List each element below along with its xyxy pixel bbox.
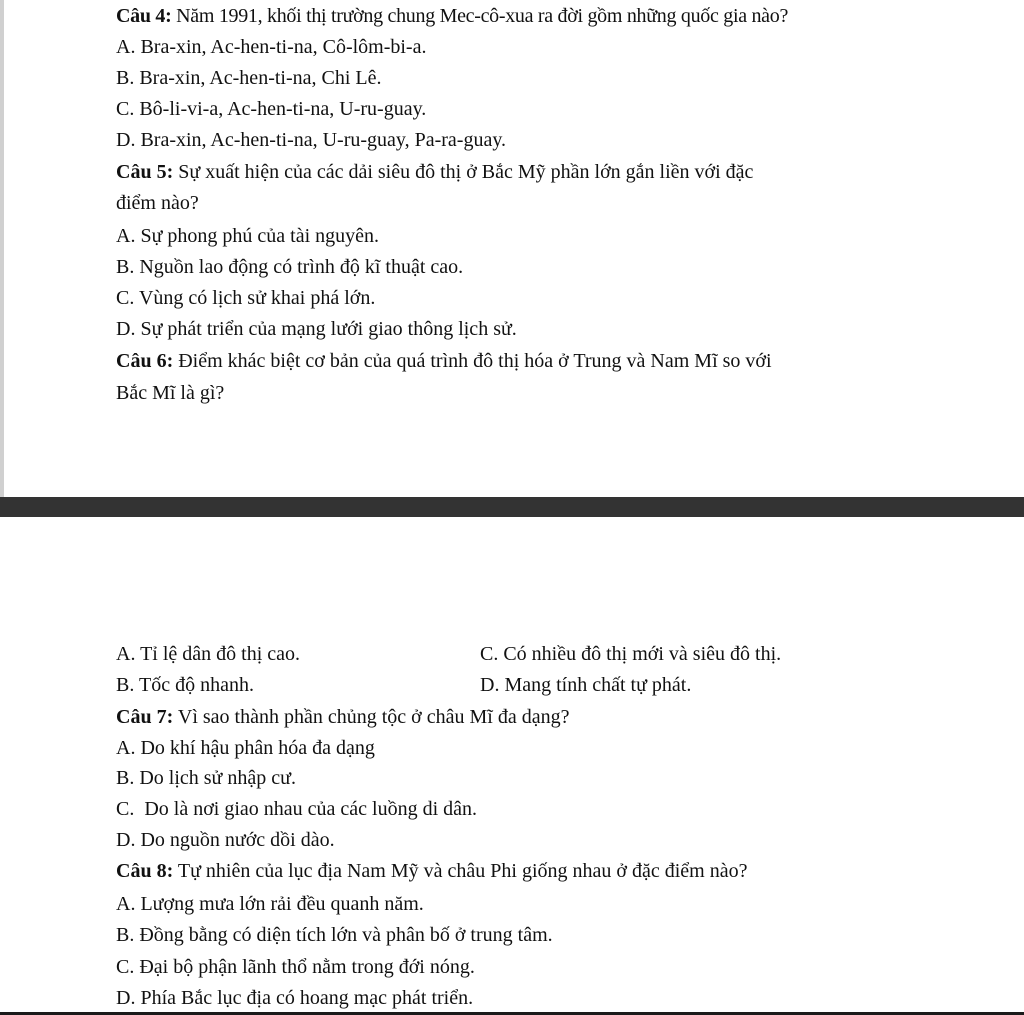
question-6-text-line2: Bắc Mĩ là gì? — [116, 382, 225, 404]
question-5-number: Câu 5: — [116, 161, 174, 183]
question-5-option-a: A. Sự phong phú của tài nguyên. — [116, 225, 380, 247]
question-7-option-b: B. Do lịch sử nhập cư. — [116, 767, 296, 789]
question-6-option-d: D. Mang tính chất tự phát. — [480, 674, 692, 696]
question-7-stem — [116, 705, 569, 729]
question-7-number: Câu 7: — [116, 706, 174, 728]
question-4-text: Năm 1991, khối thị trường chung Mec-cô-xua ra đời gồm những quốc gia nào? — [176, 5, 789, 27]
question-8-option-a: A. Lượng mưa lớn rải đều quanh năm. — [116, 893, 424, 915]
question-6-option-b: B. Tốc độ nhanh. — [116, 674, 254, 696]
page-divider-band — [0, 497, 1024, 517]
question-6-option-a: A. Tỉ lệ dân đô thị cao. — [116, 643, 301, 665]
question-5-stem — [116, 160, 753, 184]
question-4-option-d: D. Bra-xin, Ac-hen-ti-na, U-ru-guay, Pa-ra-guay. — [116, 129, 507, 151]
question-8-number: Câu 8: — [116, 860, 174, 882]
question-5-text-line1: Sự xuất hiện của các dải siêu đô thị ở Bắc Mỹ phần lớn gắn liền với đặc — [178, 161, 754, 183]
question-6-option-c: C. Có nhiều đô thị mới và siêu đô thị. — [480, 643, 782, 665]
question-7-option-c: C. Do là nơi giao nhau của các luồng di dân. — [116, 798, 478, 820]
page-left-edge — [0, 0, 4, 497]
question-8-option-b: B. Đồng bằng có diện tích lớn và phân bố ở trung tâm. — [116, 924, 553, 946]
question-7-option-a: A. Do khí hậu phân hóa đa dạng — [116, 737, 375, 759]
question-8-stem — [116, 859, 747, 883]
question-4-stem — [116, 4, 788, 28]
question-7-text: Vì sao thành phần chủng tộc ở châu Mĩ đa dạng? — [177, 706, 570, 728]
question-6-text-line1: Điểm khác biệt cơ bản của quá trình đô thị hóa ở Trung và Nam Mĩ so với — [178, 350, 772, 372]
question-7-option-d: D. Do nguồn nước dồi dào. — [116, 829, 335, 851]
question-4-number: Câu 4: — [116, 5, 172, 27]
question-4-option-b: B. Bra-xin, Ac-hen-ti-na, Chi Lê. — [116, 67, 382, 89]
question-8-text: Tự nhiên của lục địa Nam Mỹ và châu Phi giống nhau ở đặc điểm nào? — [177, 860, 748, 882]
question-5-option-b: B. Nguồn lao động có trình độ kĩ thuật cao. — [116, 256, 464, 278]
question-8-option-c: C. Đại bộ phận lãnh thổ nằm trong đới nóng. — [116, 956, 475, 978]
question-6-stem — [116, 349, 772, 373]
question-8-option-d: D. Phía Bắc lục địa có hoang mạc phát triển. — [116, 987, 474, 1009]
question-5-option-c: C. Vùng có lịch sử khai phá lớn. — [116, 287, 376, 309]
question-4-option-c: C. Bô-li-vi-a, Ac-hen-ti-na, U-ru-guay. — [116, 98, 427, 120]
question-4-option-a: A. Bra-xin, Ac-hen-ti-na, Cô-lôm-bi-a. — [116, 36, 427, 58]
question-5-option-d: D. Sự phát triển của mạng lưới giao thông lịch sử. — [116, 318, 517, 340]
question-5-text-line2: điểm nào? — [116, 192, 199, 214]
question-6-number: Câu 6: — [116, 350, 174, 372]
